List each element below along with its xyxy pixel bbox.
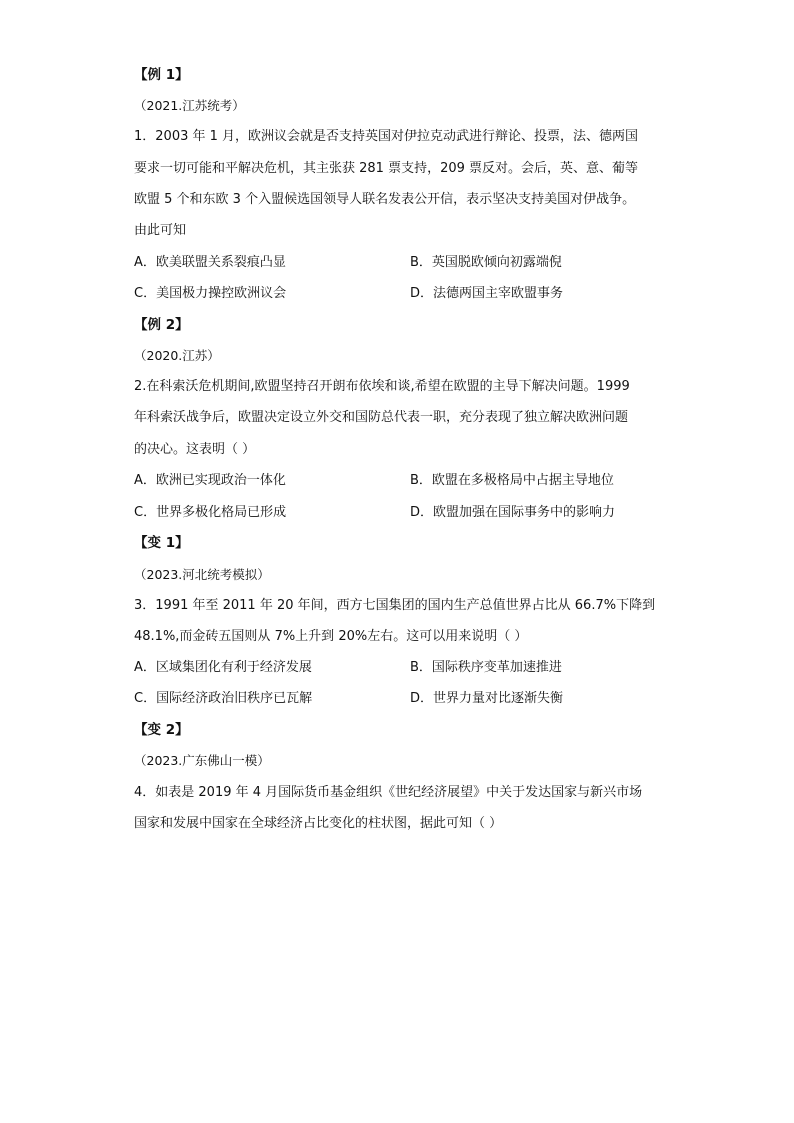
block-1-stem-line-2: 要求一切可能和平解决危机，其主张获 281 票支持，209 票反对。会后，英、意、葡等 xyxy=(134,161,639,176)
block-3-source: （2023.河北统考模拟） xyxy=(134,567,270,582)
block-2-source: （2020.江苏） xyxy=(134,348,220,363)
block-1-source: （2021.江苏统考） xyxy=(134,98,245,113)
block-3-heading: 【变 1】 xyxy=(134,535,189,551)
block-1-heading: 【例 1】 xyxy=(134,67,189,83)
block-1-stem-line-4: 由此可知 xyxy=(134,223,187,238)
block-2-stem-line-1: 2.在科索沃危机期间,欧盟坚持召开朗布依埃和谈,希望在欧盟的主导下解决问题。1999 xyxy=(134,379,630,394)
block-1-stem-line-3: 欧盟 5 个和东欧 3 个入盟候选国领导人联名发表公开信，表示坚决支持美国对伊战争。 xyxy=(134,192,636,207)
block-1-stem-line-1: 1．2003 年 1 月，欧洲议会就是否支持英国对伊拉克动武进行辩论、投票，法、德两国 xyxy=(134,129,639,144)
block-4-stem-line-2: 国家和发展中国家在全球经济占比变化的柱状图，据此可知（ ） xyxy=(134,816,503,831)
block-2-option-b: B．欧盟在多极格局中占据主导地位 xyxy=(410,473,614,488)
block-4-heading: 【变 2】 xyxy=(134,722,189,738)
block-4-source: （2023.广东佛山一模） xyxy=(134,753,270,768)
block-2-option-a: A．欧洲已实现政治一体化 xyxy=(134,473,286,488)
block-1-option-d: D．法德两国主宰欧盟事务 xyxy=(410,286,564,301)
block-1-option-b: B．英国脱欧倾向初露端倪 xyxy=(410,255,562,270)
block-2-option-d: D．欧盟加强在国际事务中的影响力 xyxy=(410,505,616,520)
block-3-option-d: D．世界力量对比逐渐失衡 xyxy=(410,691,564,706)
block-3-stem-line-1: 3．1991 年至 2011 年 20 年间，西方七国集团的国内生产总值世界占比从 66.7%下降到 xyxy=(134,598,656,613)
block-2-stem-line-2: 年科索沃战争后，欧盟决定设立外交和国防总代表一职，充分表现了独立解决欧洲问题 xyxy=(134,410,629,425)
block-3-option-b: B．国际秩序变革加速推进 xyxy=(410,660,562,675)
block-3-option-a: A．区域集团化有利于经济发展 xyxy=(134,660,312,675)
block-4-stem-line-1: 4．如表是 2019 年 4 月国际货币基金组织《世纪经济展望》中关于发达国家与新兴市场 xyxy=(134,785,643,800)
block-2-heading: 【例 2】 xyxy=(134,317,189,333)
block-2-option-c: C．世界多极化格局已形成 xyxy=(134,505,287,520)
block-2-stem-line-3: 的决心。这表明（ ） xyxy=(134,442,256,457)
block-3-stem-line-2: 48.1%,而金砖五国则从 7%上升到 20%左右。这可以用来说明（ ） xyxy=(134,629,528,644)
block-1-option-c: C．美国极力操控欧洲议会 xyxy=(134,286,287,301)
block-3-option-c: C．国际经济政治旧秩序已瓦解 xyxy=(134,691,313,706)
block-1-option-a: A．欧美联盟关系裂痕凸显 xyxy=(134,255,286,270)
